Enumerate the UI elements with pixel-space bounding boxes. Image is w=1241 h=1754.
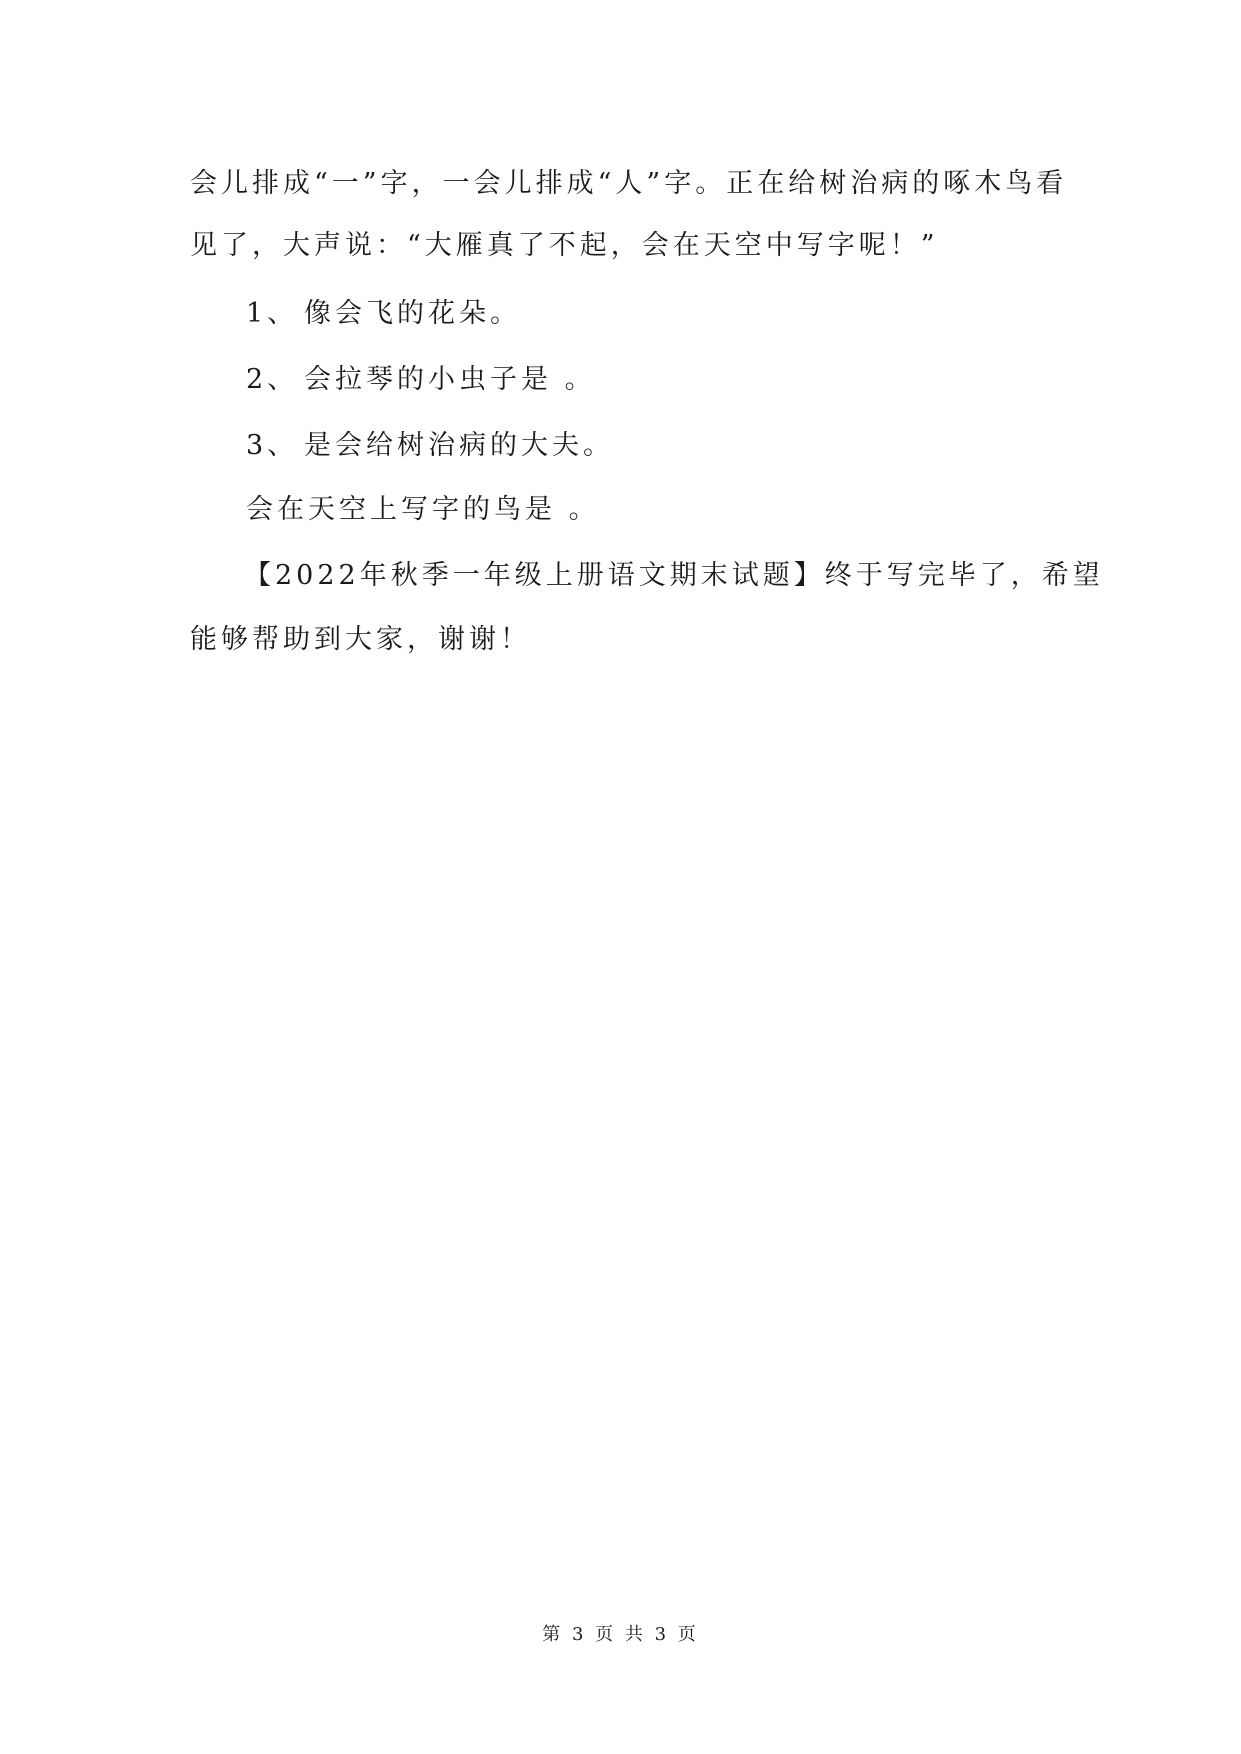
paragraph-line: 见了，大声说：“大雁真了不起，会在天空中写字呢！”	[190, 230, 939, 261]
question-text: 是会给树治病的大夫。	[304, 430, 614, 461]
extra-question: 会在天空上写字的鸟是 。	[246, 494, 600, 525]
question-number: 1、	[246, 298, 299, 329]
question-number: 3、	[246, 430, 299, 461]
closing-line: 【2022年秋季一年级上册语文期末试题】终于写完毕了，希望	[244, 560, 1104, 591]
closing-line: 能够帮助到大家，谢谢！	[190, 624, 531, 655]
question-item	[246, 362, 1116, 398]
question-text: 会拉琴的小虫子是 。	[304, 364, 596, 395]
question-number: 2、	[246, 364, 299, 395]
paragraph-line: 会儿排成“一”字，一会儿排成“人”字。正在给树治病的啄木鸟看	[190, 168, 1068, 199]
question-item	[246, 428, 1116, 464]
question-text: 像会飞的花朵。	[304, 298, 521, 329]
page-number-footer: 第 3 页 共 3 页	[542, 1624, 699, 1645]
question-item	[246, 296, 1116, 332]
